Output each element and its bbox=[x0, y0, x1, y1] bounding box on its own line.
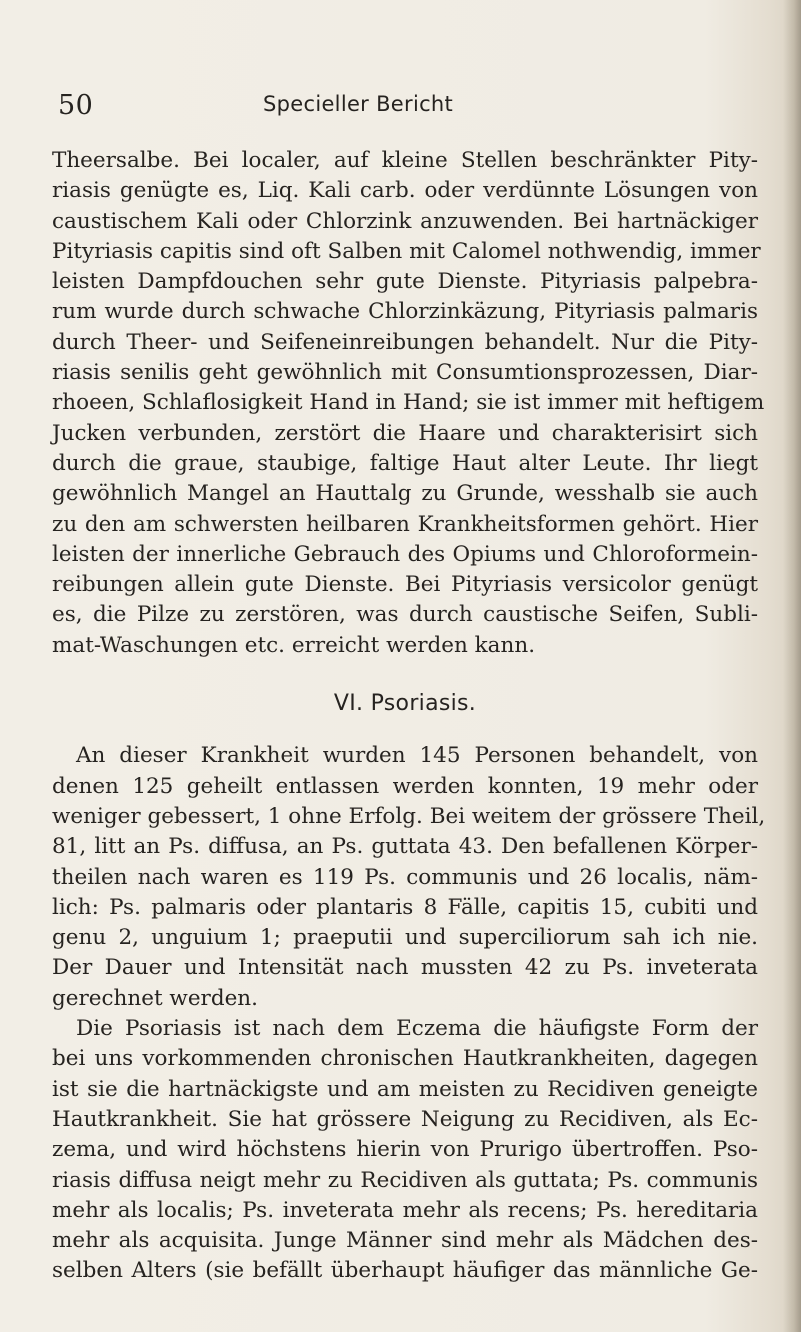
text-line: denen 125 geheilt entlassen werden konnten, 19 mehr oder bbox=[52, 773, 758, 799]
text-line: selben Alters (sie befällt überhaupt häufiger das männliche Ge- bbox=[52, 1258, 758, 1284]
section-heading: VI. Psoriasis. bbox=[333, 691, 477, 717]
text-line: mat-Waschungen etc. erreicht werden kann. bbox=[52, 632, 536, 658]
text-line: rum wurde durch schwache Chlorzinkäzung, Pityriasis palmaris bbox=[52, 299, 758, 325]
text-line: durch Theer- und Seifeneinreibungen behandelt. Nur die Pity- bbox=[52, 329, 758, 355]
text-line: zu den am schwersten heilbaren Krankheitsformen gehört. Hier bbox=[52, 511, 758, 537]
text-line: es, die Pilze zu zerstören, was durch caustische Seifen, Subli- bbox=[52, 602, 758, 628]
running-header bbox=[58, 90, 698, 130]
text-line: theilen nach waren es 119 Ps. communis und 26 localis, näm- bbox=[52, 864, 758, 890]
running-title: Specieller Bericht bbox=[263, 92, 454, 116]
paragraph-pityriasis-treatment bbox=[52, 146, 765, 661]
text-line: caustischem Kali oder Chlorzink anzuwenden. Bei hartnäckiger bbox=[52, 208, 758, 234]
text-line: An dieser Krankheit wurden 145 Personen behandelt, von bbox=[76, 743, 758, 769]
text-line: riasis diffusa neigt mehr zu Recidiven als guttata; Ps. communis bbox=[52, 1167, 758, 1193]
text-line: gewöhnlich Mangel an Hauttalg zu Grunde, wesshalb sie auch bbox=[52, 481, 758, 507]
text-line: rhoeen, Schlaflosigkeit Hand in Hand; sie ist immer mit heftigem bbox=[52, 390, 765, 416]
text-line: mehr als localis; Ps. inveterata mehr als recens; Ps. hereditaria bbox=[52, 1197, 758, 1223]
text-line: Jucken verbunden, zerstört die Haare und charakterisirt sich bbox=[52, 420, 758, 446]
text-line: riasis genügte es, Liq. Kali carb. oder verdünnte Lösungen von bbox=[52, 178, 758, 204]
text-line: gerechnet werden. bbox=[52, 985, 258, 1011]
page-number: 50 bbox=[58, 90, 94, 121]
text-line: Der Dauer und Intensität nach mussten 42 zu Ps. inveterata bbox=[52, 955, 758, 981]
text-line: zema, und wird höchstens hierin von Prurigo übertroffen. Pso- bbox=[52, 1137, 758, 1163]
text-line: durch die graue, staubige, faltige Haut alter Leute. Ihr liegt bbox=[52, 450, 758, 476]
text-line: Theersalbe. Bei localer, auf kleine Stellen beschränkter Pity- bbox=[52, 148, 758, 173]
text-line: leisten der innerliche Gebrauch des Opiums und Chloroformein- bbox=[52, 541, 758, 567]
text-line: reibungen allein gute Dienste. Bei Pityriasis versicolor genügt bbox=[52, 572, 758, 598]
text-line: Die Psoriasis ist nach dem Eczema die häufigste Form der bbox=[76, 1016, 758, 1042]
text-line: Hautkrankheit. Sie hat grössere Neigung zu Recidiven, als Ec- bbox=[52, 1106, 758, 1132]
page-edge-shadow bbox=[783, 0, 801, 1332]
text-line: genu 2, unguium 1; praeputii und superciliorum sah ich nie. bbox=[52, 925, 758, 951]
text-line: leisten Dampfdouchen sehr gute Dienste. Pityriasis palpebra- bbox=[52, 269, 758, 295]
text-line: 81, litt an Ps. diffusa, an Ps. guttata 43. Den befallenen Körper- bbox=[52, 834, 758, 860]
text-line: lich: Ps. palmaris oder plantaris 8 Fälle, capitis 15, cubiti und bbox=[52, 894, 758, 920]
text-line: mehr als acquisita. Junge Männer sind mehr als Mädchen des- bbox=[52, 1228, 758, 1254]
text-line: weniger gebessert, 1 ohne Erfolg. Bei weitem der grössere Theil, bbox=[52, 803, 766, 829]
body-text bbox=[52, 146, 766, 1287]
text-line: Pityriasis capitis sind oft Salben mit Calomel nothwendig, immer bbox=[52, 238, 761, 264]
text-line: bei uns vorkommenden chronischen Hautkrankheiten, dagegen bbox=[52, 1046, 758, 1072]
paragraph-psoriasis-statistics bbox=[52, 741, 766, 1014]
text-line: riasis senilis geht gewöhnlich mit Consumtionsprozessen, Diar- bbox=[52, 360, 758, 386]
paragraph-psoriasis-recurrence bbox=[52, 1014, 758, 1287]
text-line: ist sie die hartnäckigste und am meisten zu Recidiven geneigte bbox=[52, 1076, 758, 1102]
